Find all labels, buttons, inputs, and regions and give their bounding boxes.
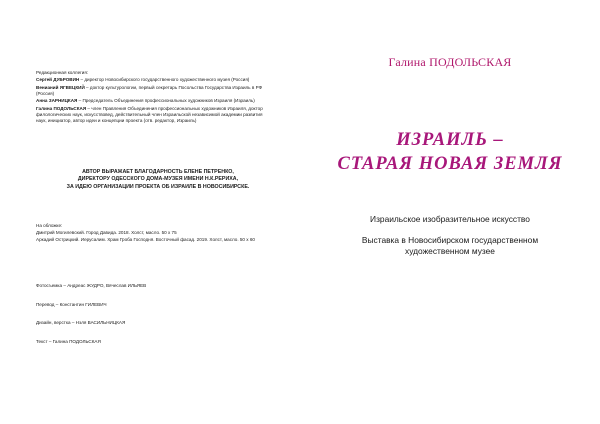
subtitle-block: [324, 214, 576, 258]
member-desc: – член Правления Объединения профессиональных художников Израиля, доктор филологических наук, искусствовед, действительный член Израильской независимой академии развития наук, инициатор, автор идеи и концепции проекта (отв. редактор, Израиль): [36, 105, 263, 124]
member-name: Венианий ЯГВЕЦКИЙ: [36, 84, 85, 90]
member-name: Галина ПОДОЛЬСКАЯ: [36, 105, 87, 111]
member-desc: – доктор культурологии, первый секретарь Посольства Государства Израиль в РФ (Россия): [36, 84, 263, 96]
cover-artwork: Аркадий Острицкий. Иерусалим. Храм Гроба Господня. Восточный фасад. 2019. Холст, масло. 50 х 60: [36, 237, 255, 243]
acknowledgement-line: ДИРЕКТОРУ ОДЕССКОГО ДОМА-МУЗЕЯ ИМЕНИ Н.К.РЕРИХА,: [77, 176, 239, 183]
editorial-member: [36, 98, 268, 104]
book-title: [318, 128, 582, 176]
editorial-member: [36, 77, 268, 83]
member-name: Сергей ДУБРОВИН: [36, 77, 80, 83]
member-desc: – Председатель Объединения профессиональных художников Израиля (Израиль): [77, 98, 255, 104]
member-desc: – директор Новосибирского государственного художественного музея (Россия): [79, 77, 250, 83]
credit-line: Перевод – Константин ГИЛЕВИЧ: [36, 301, 107, 307]
credit-line: Дизайн, верстка – Нэля ВАСИЛЬНИЦКАЯ: [36, 320, 126, 326]
acknowledgement: [44, 169, 272, 191]
credit-line: Фотосъемка – Андреас ЖУДРО, Вячеслав ИЛЬЯЕВ: [36, 283, 147, 288]
editorial-board: [36, 70, 268, 126]
acknowledgement-line: АВТОР ВЫРАЖАЕТ БЛАГОДАРНОСТЬ ЕЛЕНЕ ПЕТРЕНКО,: [82, 169, 234, 175]
editorial-heading: Редакционная коллегия:: [36, 70, 89, 75]
editorial-member: [36, 85, 268, 97]
acknowledgement-line: ЗА ИДЕЮ ОРГАНИЗАЦИИ ПРОЕКТА ОБ ИЗРАИЛЕ В НОВОСИБИРСКЕ.: [66, 183, 250, 190]
right-page: [300, 0, 600, 424]
title-line: ИЗРАИЛЬ –: [396, 130, 504, 150]
subtitle: Израильское изобразительное искусство: [370, 214, 530, 224]
cover-artwork: Дмитрий Могилевский. Город Давида. 2018. Холст, масло. 50 х 75: [36, 230, 177, 236]
editorial-member: [36, 106, 268, 124]
credits: [36, 283, 268, 358]
credit-line: Текст – Галина ПОДОЛЬСКАЯ: [36, 339, 101, 345]
author-name: Галина ПОДОЛЬСКАЯ: [388, 55, 512, 69]
cover-heading: На обложке:: [36, 223, 63, 228]
member-name: Анна ЗАРНИЦКАЯ: [36, 98, 78, 104]
spacer: [324, 226, 576, 235]
title-line: СТАРАЯ НОВАЯ ЗЕМЛЯ: [337, 154, 563, 174]
exhibition-line: художественном музее: [405, 246, 495, 256]
cover-info: [36, 223, 268, 244]
exhibition-line: Выставка в Новосибирском государственном: [361, 234, 539, 245]
